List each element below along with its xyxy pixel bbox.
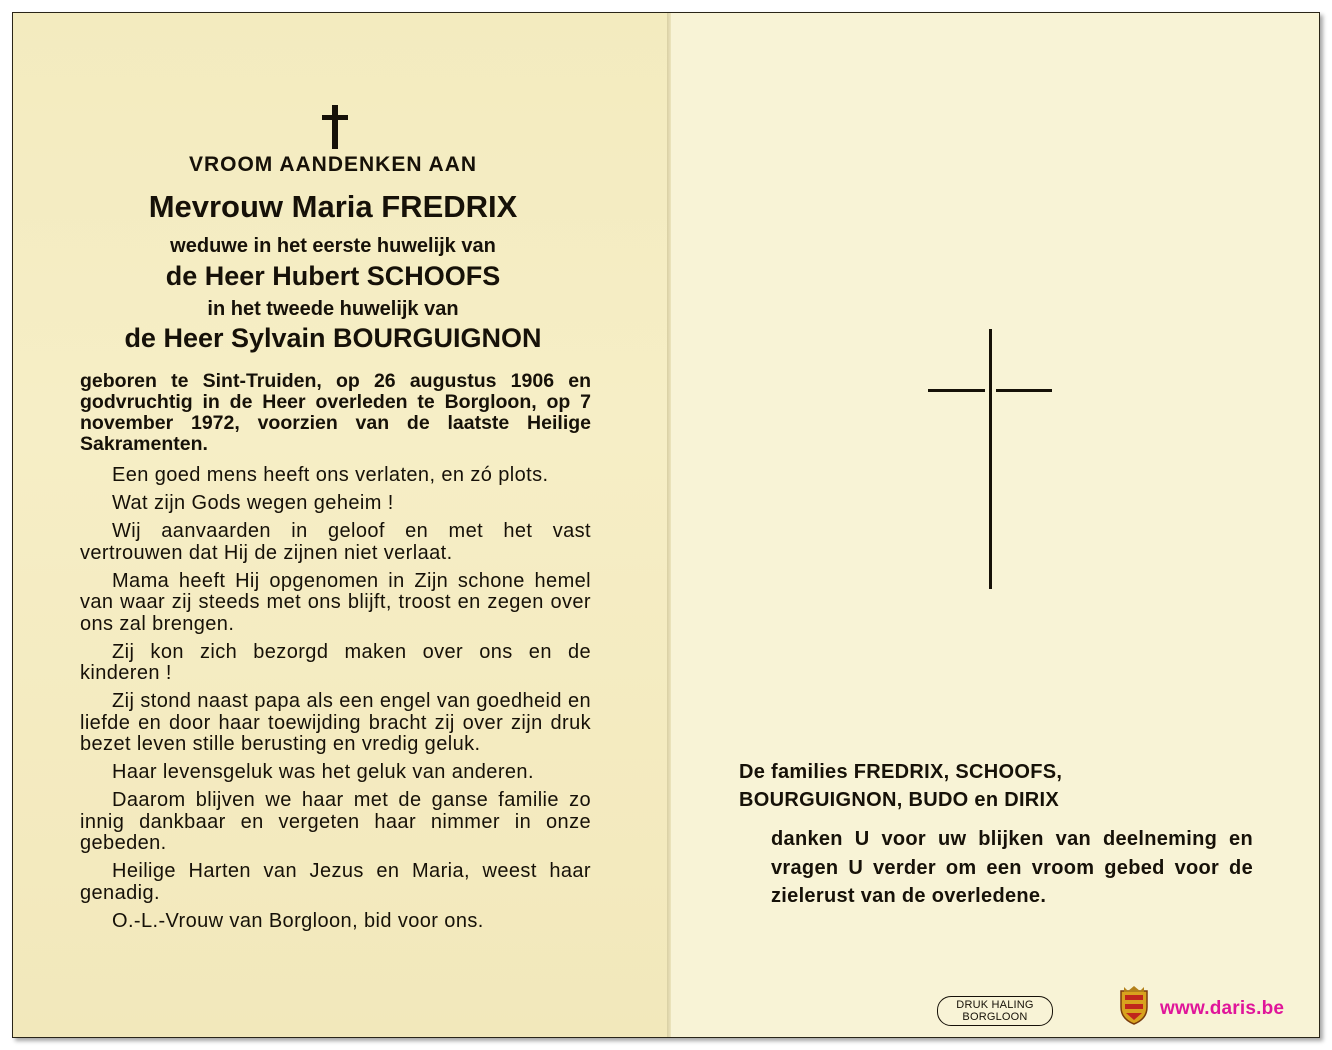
poem-paragraph: Een goed mens heeft ons verlaten, en zó plots.	[112, 464, 549, 486]
deceased-name: Mevrouw Maria FREDRIX	[148, 189, 518, 224]
first-marriage-label: weduwe in het eerste huwelijk van	[170, 235, 496, 257]
poem-paragraph: O.-L.-Vrouw van Borgloon, bid voor ons.	[112, 909, 484, 932]
first-spouse-name: de Heer Hubert SCHOOFS	[165, 261, 501, 291]
poem-paragraph: Zij kon zich bezorgd maken over ons en de kinderen !	[80, 640, 591, 684]
poem-paragraph: Zij stond naast papa als een engel van goedheid en liefde en door haar toewijding bracht zij over zijn druk bezet leven stille berusting en vredig geluk.	[80, 690, 591, 755]
thanks-text: danken U voor uw blijken van deelneming en vragen U verder om een vroom gebed voor de zielerust van de overledene.	[771, 828, 1253, 907]
left-page	[13, 13, 667, 1037]
families-line: De families FREDRIX, SCHOOFS,	[739, 761, 1063, 783]
memorial-heading: VROOM AANDENKEN AAN	[188, 153, 478, 176]
families-line: BOURGUIGNON, BUDO en DIRIX	[739, 789, 1060, 811]
crest-icon	[1118, 985, 1150, 1025]
poem-paragraph: Wij aanvaarden in geloof en met het vast vertrouwen dat Hij de zijnen niet verlaat.	[80, 520, 591, 564]
poem-paragraph: Daarom blijven we haar met de ganse familie zo innig dankbaar en vergeten haar nimmer in onze gebeden.	[80, 789, 591, 854]
printer-name: DRUK HALING	[956, 999, 1034, 1011]
printer-city: BORGLOON	[962, 1011, 1028, 1023]
second-spouse-name: de Heer Sylvain BOURGUIGNON	[124, 323, 542, 353]
poem-paragraph: Mama heeft Hij opgenomen in Zijn schone hemel van waar zij steeds met ons blijft, troost en zegen over ons zal brengen.	[80, 569, 591, 635]
families-heading	[739, 758, 1259, 814]
website-watermark: www.daris.be	[1160, 998, 1285, 1019]
poem-paragraph: Haar levensgeluk was het geluk van anderen.	[112, 761, 534, 783]
poem-paragraph: Wat zijn Gods wegen geheim !	[112, 492, 394, 514]
large-cross-icon	[928, 329, 1052, 589]
second-marriage-label: in het tweede huwelijk van	[207, 298, 459, 320]
memorial-poem	[80, 465, 591, 939]
printer-stamp	[937, 996, 1053, 1026]
birth-death-text: geboren te Sint-Truiden, op 26 augustus 1906 en godvruchtig in de Heer overleden te Borgloon, op 7 november 1972, voorzien van de laatste Heilige Sakramenten.	[80, 370, 591, 455]
poem-paragraph: Heilige Harten van Jezus en Maria, weest haar genadig.	[80, 860, 591, 904]
cross-icon	[322, 105, 348, 149]
memorial-card	[12, 12, 1320, 1038]
